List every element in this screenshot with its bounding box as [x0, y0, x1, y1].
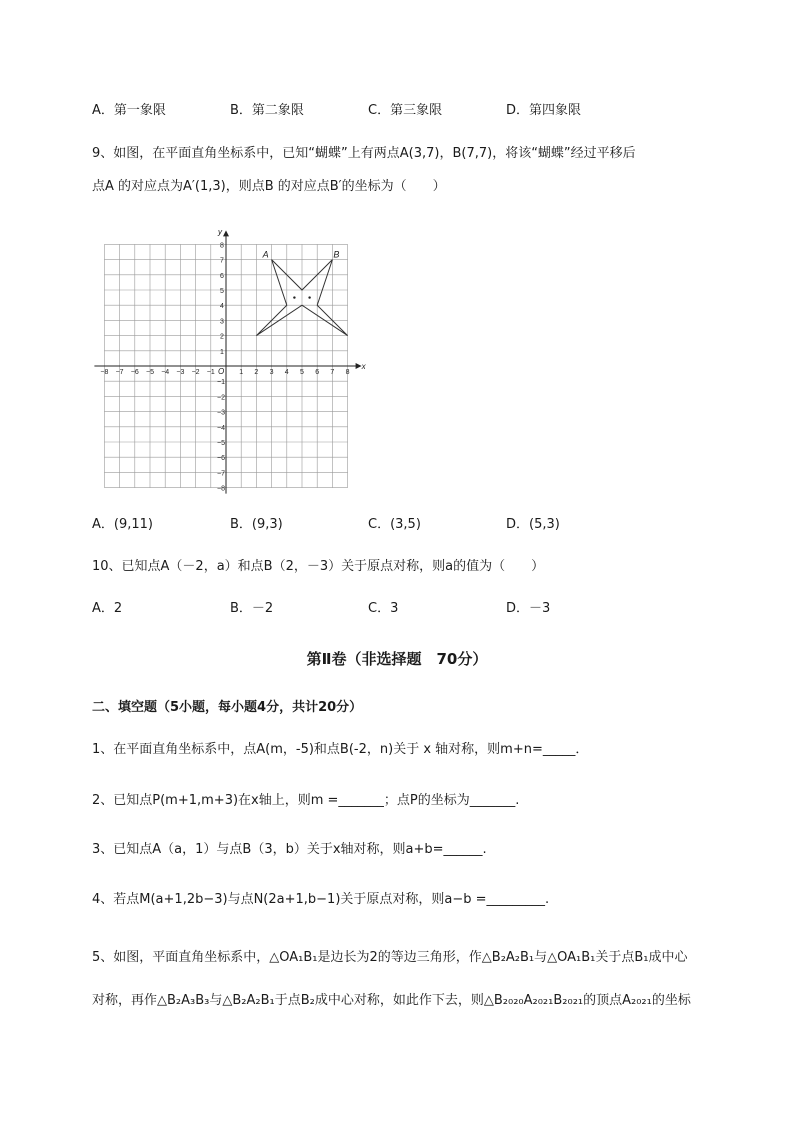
x-tick-label: 6 — [315, 369, 320, 376]
y-tick-label: 3 — [220, 318, 224, 326]
q8-option-c: C．第三象限 — [368, 103, 443, 118]
x-tick-label: 4 — [284, 369, 289, 376]
y-tick-label: 6 — [220, 272, 224, 280]
y-tick-label: −3 — [217, 409, 225, 417]
q9-question-line2: 点A 的对应点为A′(1,3)，则点B 的对应点B′的坐标为（ ） — [92, 179, 446, 194]
x-tick-label: 7 — [330, 369, 335, 376]
fill-question-3: 3、已知点A（a，1）与点B（3，b）关于x轴对称，则a+b=______. — [92, 842, 487, 857]
x-tick-label: −8 — [100, 369, 109, 376]
y-tick-label: −7 — [217, 470, 225, 478]
x-tick-label: −1 — [206, 369, 215, 376]
x-tick-label: 5 — [300, 369, 304, 376]
q10-option-c: C．3 — [368, 601, 399, 616]
x-tick-label: −2 — [191, 369, 200, 376]
q8-option-d: D．第四象限 — [506, 103, 582, 118]
x-tick-label: 3 — [269, 369, 274, 376]
q9-coordinate-figure — [90, 220, 380, 495]
x-tick-label: 1 — [239, 369, 244, 376]
q10-question: 10、已知点A（－2，a）和点B（2，－3）关于原点对称，则a的值为（ ） — [92, 559, 545, 574]
y-tick-label: 4 — [220, 303, 224, 311]
q9-option-a: A．(9,11) — [92, 517, 153, 532]
y-tick-label: 2 — [220, 333, 224, 341]
q8-option-b: B．第二象限 — [230, 103, 304, 118]
q8-option-a: A．第一象限 — [92, 103, 166, 118]
q10-option-d: D．－3 — [506, 601, 551, 616]
x-axis-label: x — [361, 362, 366, 371]
y-axis-label: y — [218, 227, 222, 237]
q9-question-line1: 9、如图，在平面直角坐标系中，已知“蝴蝶”上有两点A(3,7)，B(7,7)，将该“蝴蝶”经过平移后 — [92, 146, 636, 161]
y-tick-label: 1 — [220, 348, 224, 356]
butterfly-dot — [308, 296, 310, 298]
x-tick-label: −3 — [176, 369, 185, 376]
point-b-label: B — [333, 249, 340, 260]
q9-option-c: C．(3,5) — [368, 517, 421, 532]
q10-option-b: B．－2 — [230, 601, 274, 616]
fill-question-2: 2、已知点P(m+1,m+3)在x轴上，则m =_______；点P的坐标为_______. — [92, 793, 520, 808]
y-tick-label: 7 — [220, 257, 224, 265]
x-tick-label: 8 — [345, 369, 350, 376]
y-tick-label: −2 — [217, 394, 225, 402]
fill-question-1: 1、在平面直角坐标系中，点A(m，-5)和点B(-2，n)关于 x 轴对称，则m+n=_____． — [92, 742, 589, 757]
y-tick-label: −1 — [217, 379, 225, 387]
x-tick-label: −5 — [146, 369, 154, 376]
y-tick-label: 8 — [220, 242, 224, 250]
fill-question-5-line2: 对称，再作△B₂A₃B₃与△B₂A₂B₁于点B₂成中心对称，如此作下去，则△B₂₀₂₀A₂₀₂₁B₂₀₂₁的顶点A₂₀₂₁的坐标 — [92, 993, 691, 1008]
y-tick-label: −8 — [217, 485, 225, 493]
part2-title: 第Ⅱ卷（非选择题 70分） — [306, 650, 488, 668]
y-tick-label: 5 — [220, 288, 224, 295]
origin-label: O — [218, 367, 225, 376]
x-tick-label: −7 — [115, 369, 124, 376]
point-a-label: A — [262, 249, 269, 260]
y-tick-label: −6 — [217, 455, 225, 463]
fill-question-4: 4、若点M(a+1,2b−3)与点N(2a+1,b−1)关于原点对称，则a−b =_________. — [92, 892, 550, 907]
q9-option-d: D．(5,3) — [506, 517, 560, 532]
x-tick-label: −6 — [130, 369, 139, 376]
x-tick-label: 2 — [254, 369, 259, 376]
butterfly-dot — [293, 296, 295, 298]
fill-question-5-line1: 5、如图，平面直角坐标系中，△OA₁B₁是边长为2的等边三角形，作△B₂A₂B₁与△OA₁B₁关于点B₁成中心 — [92, 950, 688, 965]
y-tick-label: −4 — [217, 424, 225, 432]
y-tick-label: −5 — [217, 440, 225, 447]
y-axis-arrow — [223, 230, 229, 236]
section2-title: 二、填空题（5小题，每小题4分，共计20分） — [92, 700, 363, 715]
q9-option-b: B．(9,3) — [230, 517, 283, 532]
q10-option-a: A．2 — [92, 601, 123, 616]
x-tick-label: −4 — [161, 369, 170, 376]
